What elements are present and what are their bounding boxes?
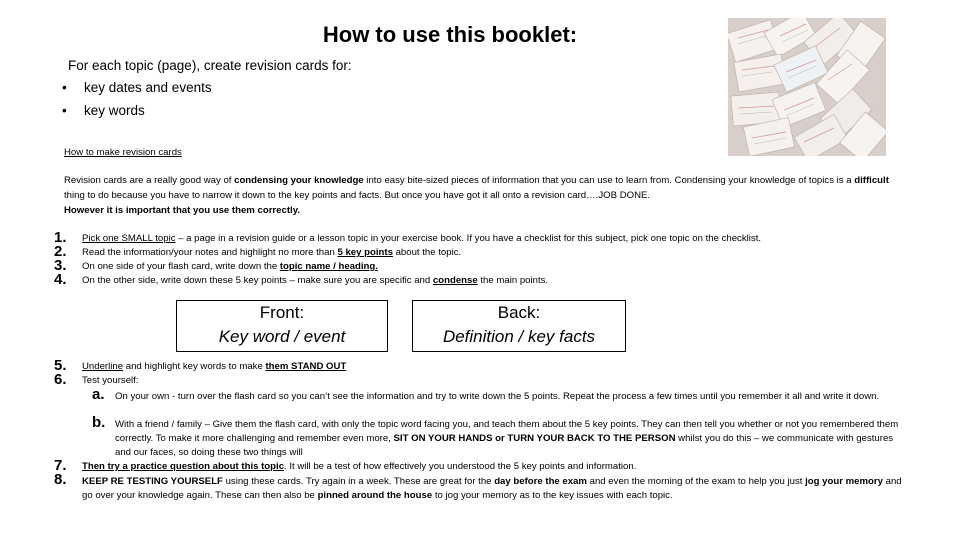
sub-bold: SIT ON YOUR HANDS or TURN YOUR BACK TO THE PERSON [393,433,676,444]
para-text: thing to do because you have to narrow it down to the key points and facts. But once you have got it all onto a revision card….JOB DONE. [64,190,651,201]
bullet-text: key words [84,103,145,118]
step-underline: Then try a practice question about this topic [82,461,285,472]
step-number: 4. [54,271,67,288]
step-text: using these cards. Try again in a week. These are great for the [222,476,495,487]
step-8 [82,475,904,503]
sub-step-a: On your own - turn over the flash card so you can’t see the information and try to write down the 5 points. Repeat the process a few times until you remember it all and write it down. [115,391,880,402]
step-text: the main points. [477,275,549,286]
bullet-icon: • [62,103,67,118]
back-card-box [412,300,626,352]
step-text: On the other side, write down these 5 key points – make sure you are specific and [82,275,433,286]
intro-text: For each topic (page), create revision cards for: [68,58,352,73]
step-5 [82,361,346,372]
back-content: Definition / key facts [442,327,596,346]
intro-paragraph [64,173,904,218]
step-1 [82,233,761,244]
step-number: 1. [54,229,67,246]
step-number: 5. [54,357,67,374]
step-7 [82,461,636,472]
para-text: Revision cards are a really good way of [64,175,235,186]
para-bold: However it is important that you use them correctly. [64,205,300,216]
step-bold: pinned around the house [317,490,433,501]
step-2 [82,247,461,258]
step-underline: condense [432,275,478,286]
section-heading: How to make revision cards [64,147,182,158]
step-bold: jog your memory [805,476,883,487]
para-bold: difficult [854,175,889,186]
step-text: and go over your knowledge again. These can then also be [82,476,902,501]
step-text: about the topic. [392,247,462,258]
step-number: 2. [54,243,67,260]
para-text: into easy bite-sized pieces of information that you can use to learn from. Condensing your knowledge of topics is a [363,175,855,186]
step-3 [82,261,378,272]
front-content: Key word / event [218,327,346,346]
revision-cards-image [728,18,886,156]
step-text: to jog your memory as to the key issues with each topic. [432,490,673,501]
bullet-icon: • [62,80,67,95]
step-text: and even the morning of the exam to help you just [586,476,806,487]
sub-step-b [115,418,905,460]
step-underline: Underline [82,361,124,372]
step-6: Test yourself: [82,375,139,386]
bullet-text: key dates and events [84,80,212,95]
step-text: – a page in a revision guide or a lesson topic in your exercise book. If you have a checklist for this subject, pick one topic on the checklist. [175,233,762,244]
step-underline: Pick one SMALL topic [82,233,176,244]
sub-text: With a friend / family – Give them the flash card, with only the topic word facing you, and teach them about the 5 key points. They can then tell you whether or not you remembered them correctly. To make it more challenging and remember even more, [115,419,899,444]
step-4 [82,275,548,286]
step-number: 8. [54,471,67,488]
sub-letter: a. [92,386,105,403]
para-bold: condensing your knowledge [234,175,364,186]
front-card-box [176,300,388,352]
sub-letter: b. [92,414,106,431]
step-underline: 5 key points [337,247,393,258]
step-text: . It will be a test of how effectively you understood the 5 key points and information. [284,461,637,472]
step-number: 6. [54,371,67,388]
step-underline: topic name / heading. [279,261,378,272]
step-text: Read the information/your notes and highlight no more than [82,247,338,258]
step-number: 7. [54,457,67,474]
revision-cards-photo [728,18,886,156]
step-underline: them STAND OUT [265,361,347,372]
step-bold: KEEP RE TESTING YOURSELF [82,476,223,487]
step-number: 3. [54,257,67,274]
step-text: On one side of your flash card, write down the [82,261,280,272]
sub-text: whilst you do this – we communicate with gestures and our faces, so doing these two things will [115,433,894,458]
page-title: How to use this booklet: [322,22,578,47]
back-label: Back: [497,303,541,322]
step-text: and highlight key words to make [123,361,266,372]
front-label: Front: [259,303,305,322]
step-bold: day before the exam [494,476,587,487]
